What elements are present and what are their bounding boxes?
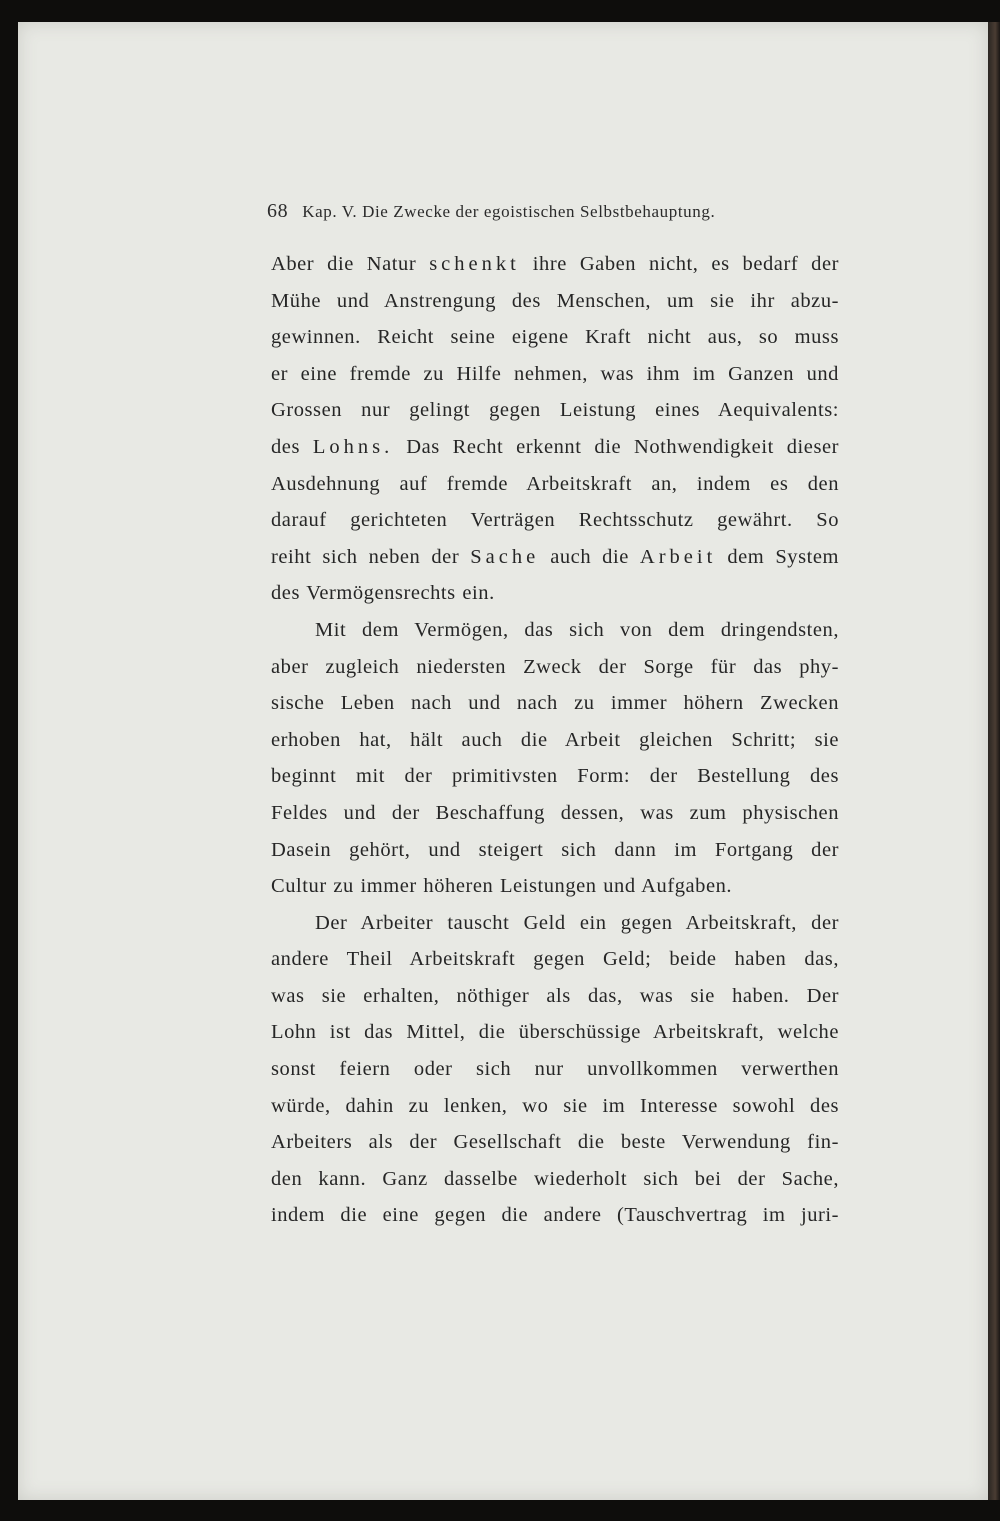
emphasized-word: Lohns. xyxy=(312,435,394,458)
text-line: gewinnen. Reicht seine eigene Kraft nicht aus, so muss xyxy=(271,326,839,349)
text-line: andere Theil Arbeitskraft gegen Geld; beide haben das, xyxy=(271,948,839,971)
text-line: beginnt mit der primitivsten Form: der Bestellung des xyxy=(271,765,839,788)
text-line: erhoben hat, hält auch die Arbeit gleichen Schritt; sie xyxy=(271,728,839,751)
text-line: den kann. Ganz dasselbe wiederholt sich bei der Sache, xyxy=(271,1167,839,1190)
text-line: des Vermögensrechts ein. xyxy=(271,582,495,605)
text-line: reiht sich neben der Sache auch die Arbeit dem System xyxy=(271,545,839,568)
text-line: Cultur zu immer höheren Leistungen und Aufgaben. xyxy=(271,875,733,898)
text-line: sische Leben nach und nach zu immer höhern Zwecken xyxy=(271,692,839,715)
text-line: des Lohns. Das Recht erkennt die Nothwendigkeit dieser xyxy=(271,435,839,458)
text-line: Feldes und der Beschaffung dessen, was zum physischen xyxy=(271,801,839,824)
text-line: Ausdehnung auf fremde Arbeitskraft an, indem es den xyxy=(271,472,839,495)
text-line: Dasein gehört, und steigert sich dann im Fortgang der xyxy=(271,838,839,861)
text-line: Grossen nur gelingt gegen Leistung eines Aequivalents: xyxy=(271,399,839,422)
running-title: Kap. V. Die Zwecke der egoistischen Selbstbehauptung. xyxy=(302,202,716,221)
text-line: was sie erhalten, nöthiger als das, was sie haben. Der xyxy=(271,984,839,1007)
text-line: Mühe und Anstrengung des Menschen, um sie ihr abzu- xyxy=(271,289,839,312)
running-header xyxy=(267,200,847,226)
emphasized-word: schenkt xyxy=(429,253,520,275)
text-line: darauf gerichteten Verträgen Rechtsschutz gewährt. So xyxy=(271,509,839,532)
book-edge xyxy=(988,22,1000,1500)
text-line: Mit dem Vermögen, das sich von dem dringendsten, xyxy=(315,618,839,641)
emphasized-word: Arbeit xyxy=(639,545,717,568)
text-line: aber zugleich niedersten Zweck der Sorge für das phy- xyxy=(271,655,839,678)
text-line: Der Arbeiter tauscht Geld ein gegen Arbeitskraft, der xyxy=(315,911,839,934)
page-number: 68 xyxy=(267,200,289,222)
text-line: er eine fremde zu Hilfe nehmen, was ihm im Ganzen und xyxy=(271,362,839,385)
text-line: Aber die Natur schenkt ihre Gaben nicht, es bedarf der xyxy=(271,253,839,275)
text-line: würde, dahin zu lenken, wo sie im Interesse sowohl des xyxy=(271,1094,839,1117)
emphasized-word: Sache xyxy=(470,545,540,568)
text-line: Arbeiters als der Gesellschaft die beste Verwendung fin- xyxy=(271,1131,839,1154)
text-line: Lohn ist das Mittel, die überschüssige Arbeitskraft, welche xyxy=(271,1021,839,1044)
text-line: indem die eine gegen die andere (Tauschvertrag im juri- xyxy=(271,1204,839,1227)
text-line: sonst feiern oder sich nur unvollkommen verwerthen xyxy=(271,1058,839,1081)
body-text xyxy=(271,246,839,1234)
